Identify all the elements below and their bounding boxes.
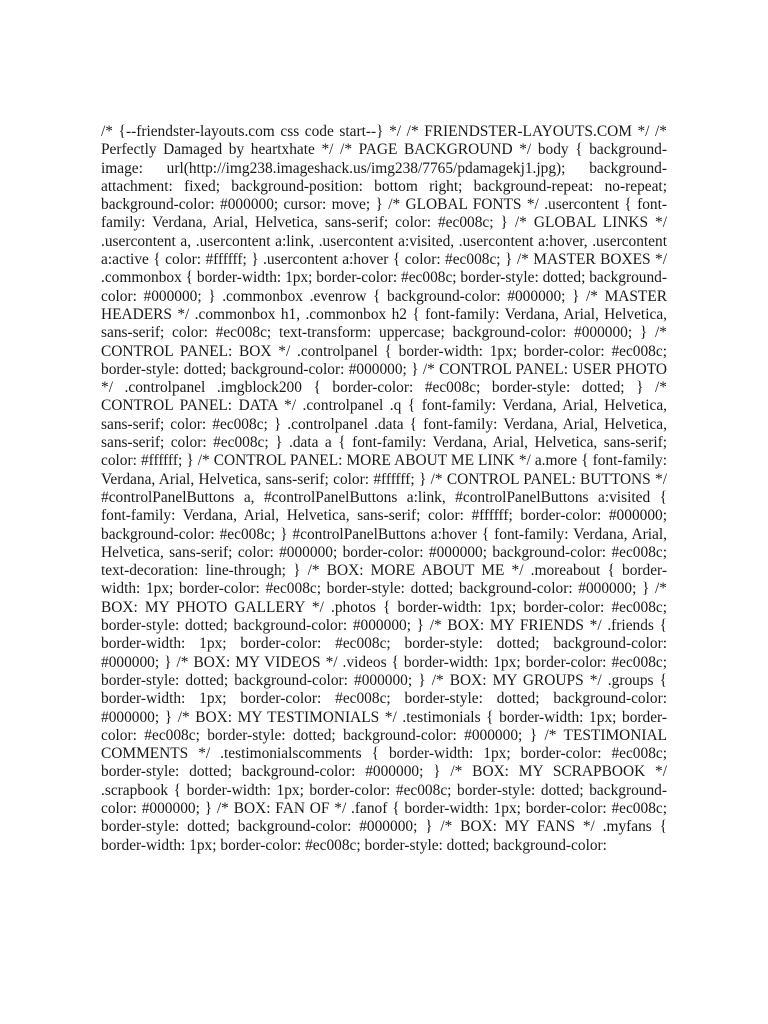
css-code-text: /* {--friendster-layouts.com css code start--} */ /* FRIENDSTER-LAYOUTS.COM */ /* Perfectly Damaged by heartxhate */ /* PAGE BACKGROUND */ body { background-image: url(http://img238.imageshack.us/img238/7765/pdamagekj1.jpg); background-attachment: fixed; background-position: bottom right; background-repeat: no-repeat; background-color: #000000; cursor: move; } /* GLOBAL FONTS */ .usercontent { font-family: Verdana, Arial, Helvetica, sans-serif; color: #ec008c; } /* GLOBAL LINKS */ .usercontent a, .usercontent a:link, .usercontent a:visited, .usercontent a:hover, .usercontent a:active { color: #ffffff; } .usercontent a:hover { color: #ec008c; } /* MASTER BOXES */ .commonbox { border-width: 1px; border-color: #ec008c; border-style: dotted; background-color: #000000; } .commonbox .evenrow { background-color: #000000; } /* MASTER HEADERS */ .commonbox h1, .commonbox h2 { font-family: Verdana, Arial, Helvetica, sans-serif; color: #ec008c; text-transform: uppercase; background-color: #000000; } /* CONTROL PANEL: BOX */ .controlpanel { border-width: 1px; border-color: #ec008c; border-style: dotted; background-color: #000000; } /* CONTROL PANEL: USER PHOTO */ .controlpanel .imgblock200 { border-color: #ec008c; border-style: dotted; } /* CONTROL PANEL: DATA */ .controlpanel .q { font-family: Verdana, Arial, Helvetica, sans-serif; color: #ec008c; } .controlpanel .data { font-family: Verdana, Arial, Helvetica, sans-serif; color: #ec008c; } .data a { font-family: Verdana, Arial, Helvetica, sans-serif; color: #ffffff; } /* CONTROL PANEL: MORE ABOUT ME LINK */ a.more { font-family: Verdana, Arial, Helvetica, sans-serif; color: #ffffff; } /* CONTROL PANEL: BUTTONS */ #controlPanelButtons a, #controlPanelButtons a:link, #controlPanelButtons a:visited { font-family: Verdana, Arial, Helvetica, sans-serif; color: #ffffff; border-color: #000000; background-color: #ec008c; } #controlPanelButtons a:hover { font-family: Verdana, Arial, Helvetica, sans-serif; color: #000000; border-color: #000000; background-color: #ec008c; text-decoration: line-through; } /* BOX: MORE ABOUT ME */ .moreabout { border-width: 1px; border-color: #ec008c; border-style: dotted; background-color: #000000; } /* BOX: MY PHOTO GALLERY */ .photos { border-width: 1px; border-color: #ec008c; border-style: dotted; background-color: #000000; } /* BOX: MY FRIENDS */ .friends { border-width: 1px; border-color: #ec008c; border-style: dotted; background-color: #000000; } /* BOX: MY VIDEOS */ .videos { border-width: 1px; border-color: #ec008c; border-style: dotted; background-color: #000000; } /* BOX: MY GROUPS */ .groups { border-width: 1px; border-color: #ec008c; border-style: dotted; background-color: #000000; } /* BOX: MY TESTIMONIALS */ .testimonials { border-width: 1px; border-color: #ec008c; border-style: dotted; background-color: #000000; } /* TESTIMONIAL COMMENTS */ .testimonialscomments { border-width: 1px; border-color: #ec008c; border-style: dotted; background-color: #000000; } /* BOX: MY SCRAPBOOK */ .scrapbook { border-width: 1px; border-color: #ec008c; border-style: dotted; background-color: #000000; } /* BOX: FAN OF */ .fanof { border-width: 1px; border-color: #ec008c; border-style: dotted; background-color: #000000; } /* BOX: MY FANS */ .myfans { border-width: 1px; border-color: #ec008c; border-style: dotted; background-color: <box>101 123 667 854</box>
